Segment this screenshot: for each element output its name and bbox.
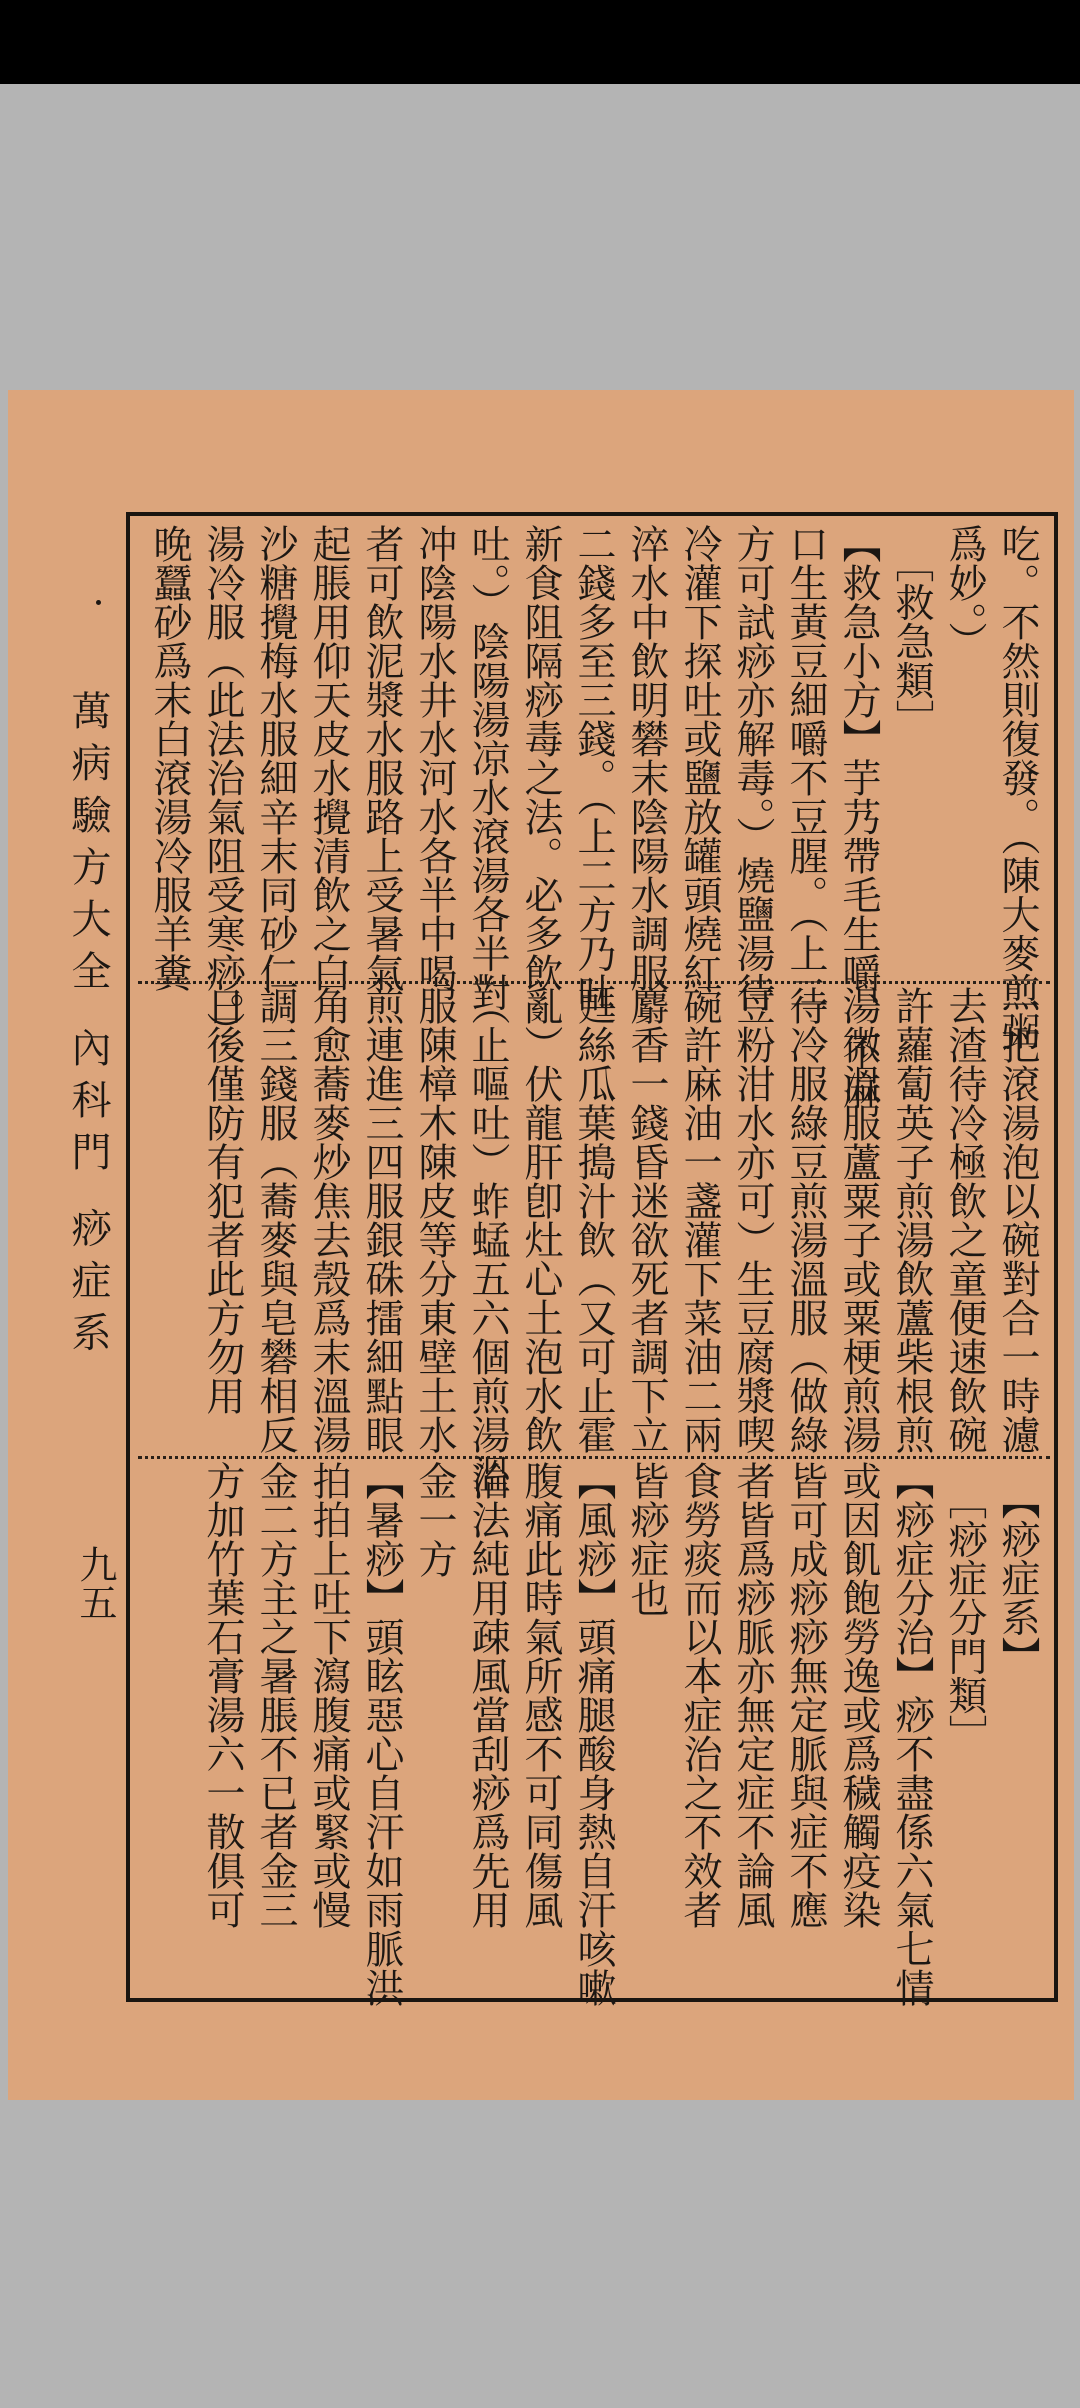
sha-disease-section: 【痧症系】 ［痧症分門類］ 【痧症分治】痧不盡係六氣七情 或因飢飽勞逸或爲穢觸疫染 皆可成痧痧無定脈與症不應 者皆爲痧脈亦無定症不論風 食勞痰而以本症治之不效者 皆痧症也 【風痧】頭痛腿酸身熱自汗咳嗽 腹痛此時氣所感不可同傷風 治法純用疎風當刮痧爲先用 金一方 【暑痧】頭眩惡心自汗如雨脈洪 拍拍上吐下瀉腹痛或緊或慢 金二方主之暑脹不已者金三 方加竹葉石膏湯六一散俱可 <box>200 1461 1040 2007</box>
status-bar <box>0 0 1080 84</box>
running-header: 萬病驗方大全 內科門 痧症系 <box>65 690 111 1364</box>
page-number: 九五 <box>73 1545 117 1621</box>
text-frame <box>126 512 1058 2007</box>
remedy-section-upper: 吃。不然則復發。（陳大麥煎粥 爲妙。） ［救急類］ 【救急小方】芋艿帶毛生嚼、不麻 口生黃豆細嚼不豆腥。（上二 方可試痧亦解毒。）燒鹽湯待 冷灌下探吐或鹽放罐頭燒紅 淬水中飲明礬末陰陽水調服 二錢多至三錢。（上二方乃吐 新食阻隔痧毒之法。必多飲 吐。）陰陽湯凉水滾湯各半對 冲陰陽水井水河水各半中喝 者可飲泥漿水服路上受暑氣 起脹用仰天皮水攪清飲之白 沙糖攪梅水服細辛末同砂仁 湯冷服（此法治氣阻受寒痧。） 晚蠶砂爲末白滾湯冷服羊糞 <box>147 524 1040 1109</box>
margin-dot <box>96 600 101 605</box>
section-divider-2 <box>138 1456 1050 1459</box>
book-page <box>8 390 1074 2100</box>
section-divider-1 <box>138 981 1050 984</box>
remedy-section-middle: 一把滾湯泡以碗對合一時濾 去渣待冷極飲之童便速飲碗 許蘿蔔英子煎湯飲蘆柴根煎 湯微溫服蘆粟子或粟梗煎湯 待冷服綠豆煎湯溫服（做綠 豆粉泔水亦可）生豆腐漿喫 碗許麻油一盞灌下菜油二兩 麝香一錢昏迷欲死者調下立 甦絲瓜葉搗汁飲（又可止霍 亂）伏龍肝卽灶心土泡水飲 （止嘔吐）蚱蜢五六個煎湯溫 服陳樟木陳皮等分東壁土水 煎連進三四服銀硃擂細點眼 角愈蕎麥炒焦去殼爲末溫湯 調三錢服（蕎麥與皂礬相反 日後僅防有犯者此方勿用 <box>200 986 1040 1493</box>
